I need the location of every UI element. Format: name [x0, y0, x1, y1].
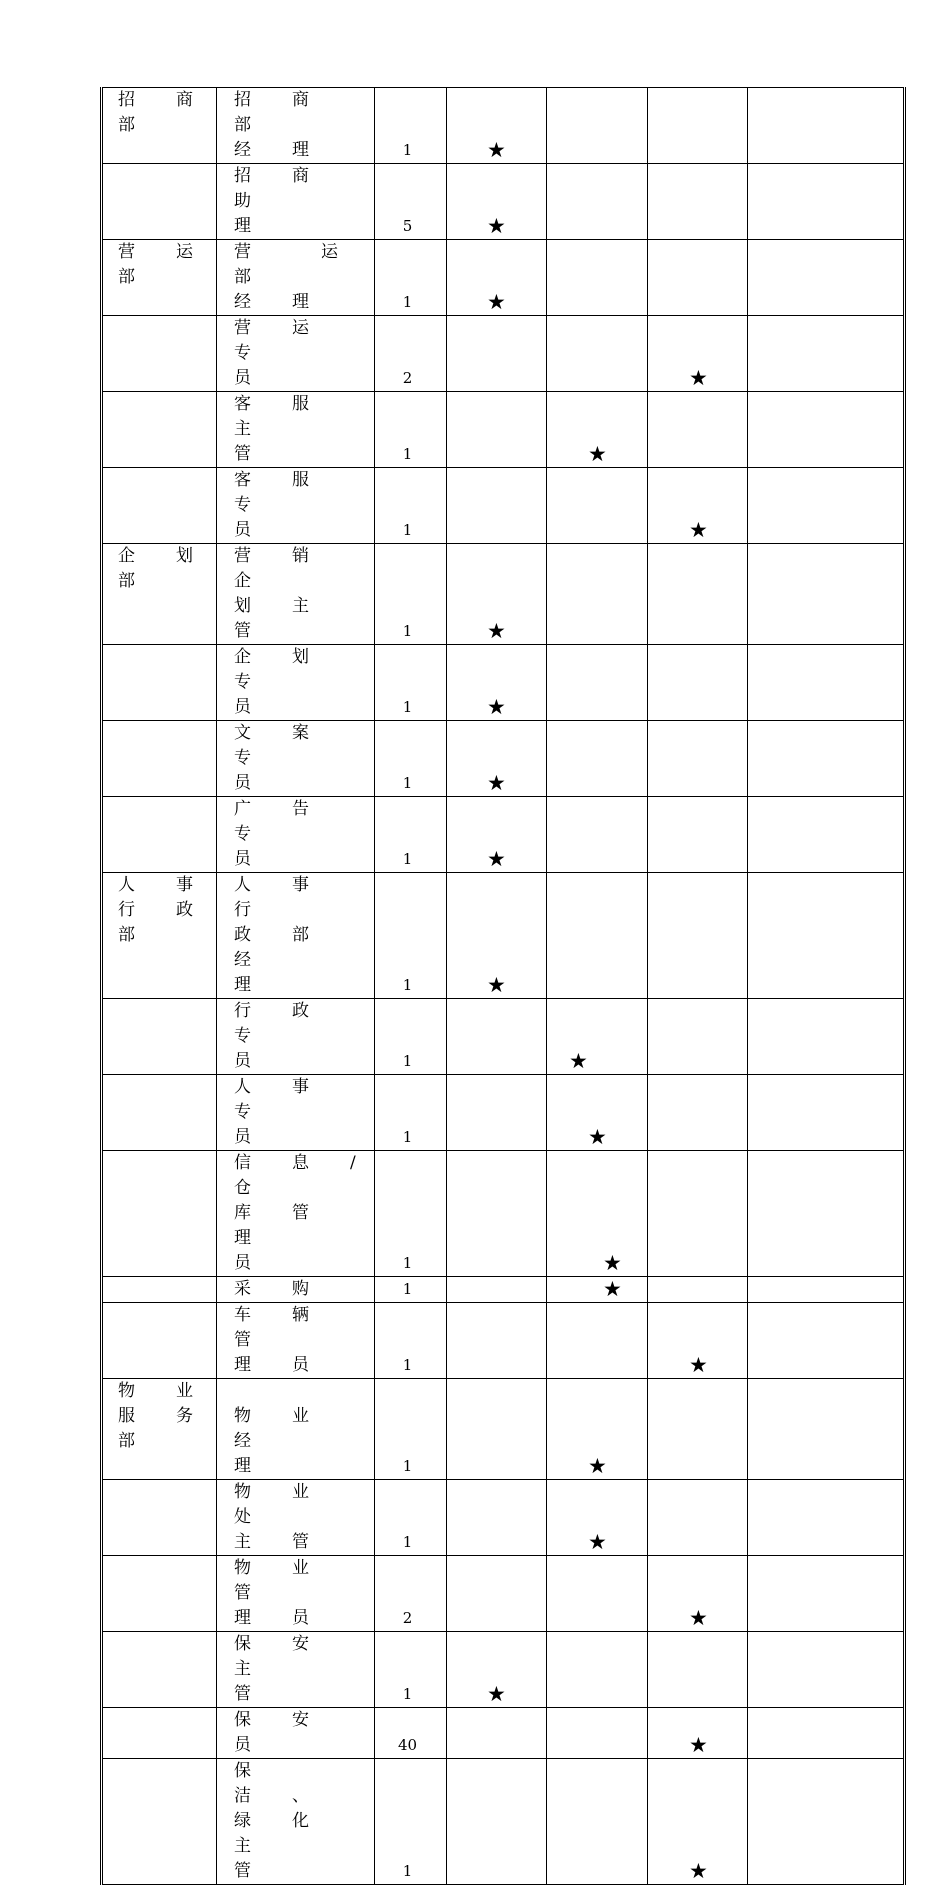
level-cell-4	[748, 240, 905, 316]
star-icon: ★	[569, 1049, 588, 1073]
level-cell-2	[547, 797, 648, 873]
level-cell-1	[447, 1151, 547, 1277]
position-cell: 物 业 经 理	[217, 1379, 375, 1480]
star-icon: ★	[487, 973, 506, 997]
position-cell: 营 销 企 划 主 管	[217, 544, 375, 645]
level-cell-2	[547, 468, 648, 544]
level-cell-3	[648, 164, 748, 240]
level-cell-2	[547, 721, 648, 797]
level-cell-4	[748, 1480, 905, 1556]
headcount-cell: 5	[375, 164, 447, 240]
star-icon: ★	[588, 442, 607, 466]
headcount-cell: 1	[375, 999, 447, 1075]
headcount-cell: 1	[375, 873, 447, 999]
level-cell-3	[648, 1708, 748, 1759]
level-cell-3	[648, 1379, 748, 1480]
level-cell-3	[648, 1759, 748, 1885]
level-cell-4	[748, 999, 905, 1075]
headcount-cell: 1	[375, 797, 447, 873]
level-cell-4	[748, 797, 905, 873]
level-cell-4	[748, 88, 905, 164]
star-icon: ★	[603, 1277, 622, 1301]
level-cell-1	[447, 1708, 547, 1759]
table-row	[102, 1277, 905, 1303]
level-cell-2	[547, 240, 648, 316]
department-cell	[102, 164, 217, 240]
level-cell-2	[547, 645, 648, 721]
department-cell	[102, 1277, 217, 1303]
department-cell	[102, 645, 217, 721]
position-cell: 客 服 专 员	[217, 468, 375, 544]
headcount-cell: 1	[375, 240, 447, 316]
staffing-table-container	[100, 87, 903, 1885]
level-cell-1	[447, 1480, 547, 1556]
level-cell-2	[547, 1277, 648, 1303]
table-row	[102, 1303, 905, 1379]
department-cell	[102, 721, 217, 797]
position-cell: 人 事 专 员	[217, 1075, 375, 1151]
star-icon: ★	[487, 1682, 506, 1706]
star-icon: ★	[689, 1353, 708, 1377]
position-cell: 营 运 部 经 理	[217, 240, 375, 316]
position-cell: 保 洁 、 绿 化 主 管	[217, 1759, 375, 1885]
department-cell	[102, 1708, 217, 1759]
table-row	[102, 468, 905, 544]
table-row	[102, 1480, 905, 1556]
department-cell	[102, 1075, 217, 1151]
headcount-cell: 1	[375, 1480, 447, 1556]
level-cell-2	[547, 1759, 648, 1885]
level-cell-3	[648, 1480, 748, 1556]
department-cell: 营 运 部	[102, 240, 217, 316]
star-icon: ★	[588, 1454, 607, 1478]
level-cell-1	[447, 544, 547, 645]
level-cell-1	[447, 316, 547, 392]
department-cell	[102, 797, 217, 873]
level-cell-3	[648, 316, 748, 392]
level-cell-2	[547, 544, 648, 645]
department-cell: 物 业 服 务 部	[102, 1379, 217, 1480]
level-cell-2	[547, 1303, 648, 1379]
level-cell-2	[547, 392, 648, 468]
level-cell-3	[648, 468, 748, 544]
position-cell: 车 辆 管 理 员	[217, 1303, 375, 1379]
star-icon: ★	[487, 771, 506, 795]
level-cell-2	[547, 1708, 648, 1759]
headcount-cell: 1	[375, 544, 447, 645]
position-cell: 企 划 专 员	[217, 645, 375, 721]
star-icon: ★	[487, 290, 506, 314]
table-row	[102, 88, 905, 164]
level-cell-1	[447, 1379, 547, 1480]
table-row	[102, 164, 905, 240]
department-cell	[102, 468, 217, 544]
level-cell-3	[648, 1277, 748, 1303]
headcount-cell: 40	[375, 1708, 447, 1759]
level-cell-4	[748, 1759, 905, 1885]
position-cell: 广 告 专 员	[217, 797, 375, 873]
level-cell-3	[648, 1151, 748, 1277]
department-cell: 人 事 行 政 部	[102, 873, 217, 999]
table-row	[102, 645, 905, 721]
level-cell-4	[748, 1708, 905, 1759]
headcount-cell: 1	[375, 1379, 447, 1480]
level-cell-4	[748, 1277, 905, 1303]
department-cell	[102, 1303, 217, 1379]
star-icon: ★	[689, 1859, 708, 1883]
position-cell: 物 业 处 主 管	[217, 1480, 375, 1556]
level-cell-1	[447, 392, 547, 468]
position-cell: 行 政 专 员	[217, 999, 375, 1075]
table-row	[102, 1075, 905, 1151]
level-cell-4	[748, 1151, 905, 1277]
level-cell-1	[447, 1759, 547, 1885]
star-icon: ★	[487, 847, 506, 871]
level-cell-2	[547, 999, 648, 1075]
level-cell-4	[748, 544, 905, 645]
level-cell-3	[648, 1632, 748, 1708]
headcount-cell: 1	[375, 1151, 447, 1277]
level-cell-4	[748, 468, 905, 544]
department-cell	[102, 316, 217, 392]
level-cell-1	[447, 645, 547, 721]
table-row	[102, 1151, 905, 1277]
table-row	[102, 240, 905, 316]
table-row	[102, 1759, 905, 1885]
headcount-cell: 1	[375, 1759, 447, 1885]
department-cell: 招 商 部	[102, 88, 217, 164]
level-cell-3	[648, 645, 748, 721]
table-row	[102, 316, 905, 392]
level-cell-4	[748, 1075, 905, 1151]
star-icon: ★	[689, 1606, 708, 1630]
star-icon: ★	[588, 1530, 607, 1554]
level-cell-1	[447, 468, 547, 544]
level-cell-3	[648, 721, 748, 797]
level-cell-3	[648, 797, 748, 873]
table-body	[102, 88, 905, 1885]
position-cell: 信 息 /仓 库 管 理 员	[217, 1151, 375, 1277]
headcount-cell: 1	[375, 1303, 447, 1379]
star-icon: ★	[689, 366, 708, 390]
level-cell-3	[648, 999, 748, 1075]
headcount-cell: 1	[375, 721, 447, 797]
position-cell: 人 事 行 政 部 经 理	[217, 873, 375, 999]
level-cell-4	[748, 1632, 905, 1708]
level-cell-1	[447, 1075, 547, 1151]
staffing-table	[100, 87, 906, 1885]
department-cell	[102, 1759, 217, 1885]
level-cell-2	[547, 1075, 648, 1151]
level-cell-1	[447, 721, 547, 797]
table-row	[102, 392, 905, 468]
level-cell-4	[748, 1303, 905, 1379]
headcount-cell: 2	[375, 1556, 447, 1632]
department-cell	[102, 1556, 217, 1632]
level-cell-4	[748, 1379, 905, 1480]
level-cell-2	[547, 1151, 648, 1277]
headcount-cell: 1	[375, 1075, 447, 1151]
level-cell-2	[547, 1556, 648, 1632]
level-cell-1	[447, 240, 547, 316]
position-cell: 物 业 管 理 员	[217, 1556, 375, 1632]
level-cell-1	[447, 1632, 547, 1708]
level-cell-4	[748, 721, 905, 797]
level-cell-3	[648, 1303, 748, 1379]
table-row	[102, 1708, 905, 1759]
level-cell-1	[447, 797, 547, 873]
department-cell: 企 划 部	[102, 544, 217, 645]
level-cell-3	[648, 1075, 748, 1151]
level-cell-2	[547, 316, 648, 392]
department-cell	[102, 1480, 217, 1556]
star-icon: ★	[689, 1733, 708, 1757]
level-cell-1	[447, 873, 547, 999]
position-cell: 保 安 员	[217, 1708, 375, 1759]
table-row	[102, 721, 905, 797]
level-cell-4	[748, 873, 905, 999]
table-row	[102, 544, 905, 645]
headcount-cell: 1	[375, 1632, 447, 1708]
level-cell-4	[748, 164, 905, 240]
level-cell-3	[648, 1556, 748, 1632]
level-cell-2	[547, 1480, 648, 1556]
level-cell-2	[547, 164, 648, 240]
level-cell-1	[447, 88, 547, 164]
department-cell	[102, 392, 217, 468]
level-cell-1	[447, 1277, 547, 1303]
level-cell-1	[447, 164, 547, 240]
position-cell: 招 商 部 经 理	[217, 88, 375, 164]
star-icon: ★	[588, 1125, 607, 1149]
table-row	[102, 1632, 905, 1708]
level-cell-2	[547, 88, 648, 164]
headcount-cell: 1	[375, 645, 447, 721]
headcount-cell: 1	[375, 392, 447, 468]
position-cell: 保 安 主 管	[217, 1632, 375, 1708]
star-icon: ★	[689, 518, 708, 542]
department-cell	[102, 1632, 217, 1708]
level-cell-3	[648, 544, 748, 645]
level-cell-4	[748, 645, 905, 721]
level-cell-3	[648, 873, 748, 999]
level-cell-4	[748, 392, 905, 468]
level-cell-2	[547, 1379, 648, 1480]
star-icon: ★	[487, 138, 506, 162]
table-row	[102, 999, 905, 1075]
headcount-cell: 1	[375, 88, 447, 164]
position-cell: 营 运 专 员	[217, 316, 375, 392]
headcount-cell: 1	[375, 1277, 447, 1303]
star-icon: ★	[487, 214, 506, 238]
level-cell-2	[547, 1632, 648, 1708]
department-cell	[102, 999, 217, 1075]
star-icon: ★	[487, 695, 506, 719]
department-cell	[102, 1151, 217, 1277]
level-cell-1	[447, 1303, 547, 1379]
table-row	[102, 1556, 905, 1632]
position-cell: 文 案 专 员	[217, 721, 375, 797]
level-cell-1	[447, 999, 547, 1075]
star-icon: ★	[487, 619, 506, 643]
level-cell-1	[447, 1556, 547, 1632]
headcount-cell: 1	[375, 468, 447, 544]
table-row	[102, 797, 905, 873]
position-cell: 客 服 主 管	[217, 392, 375, 468]
level-cell-4	[748, 1556, 905, 1632]
level-cell-3	[648, 392, 748, 468]
star-icon: ★	[603, 1251, 622, 1275]
level-cell-3	[648, 88, 748, 164]
table-row	[102, 1379, 905, 1480]
position-cell: 招 商 助 理	[217, 164, 375, 240]
level-cell-4	[748, 316, 905, 392]
table-row	[102, 873, 905, 999]
position-cell: 采 购	[217, 1277, 375, 1303]
level-cell-2	[547, 873, 648, 999]
level-cell-3	[648, 240, 748, 316]
headcount-cell: 2	[375, 316, 447, 392]
